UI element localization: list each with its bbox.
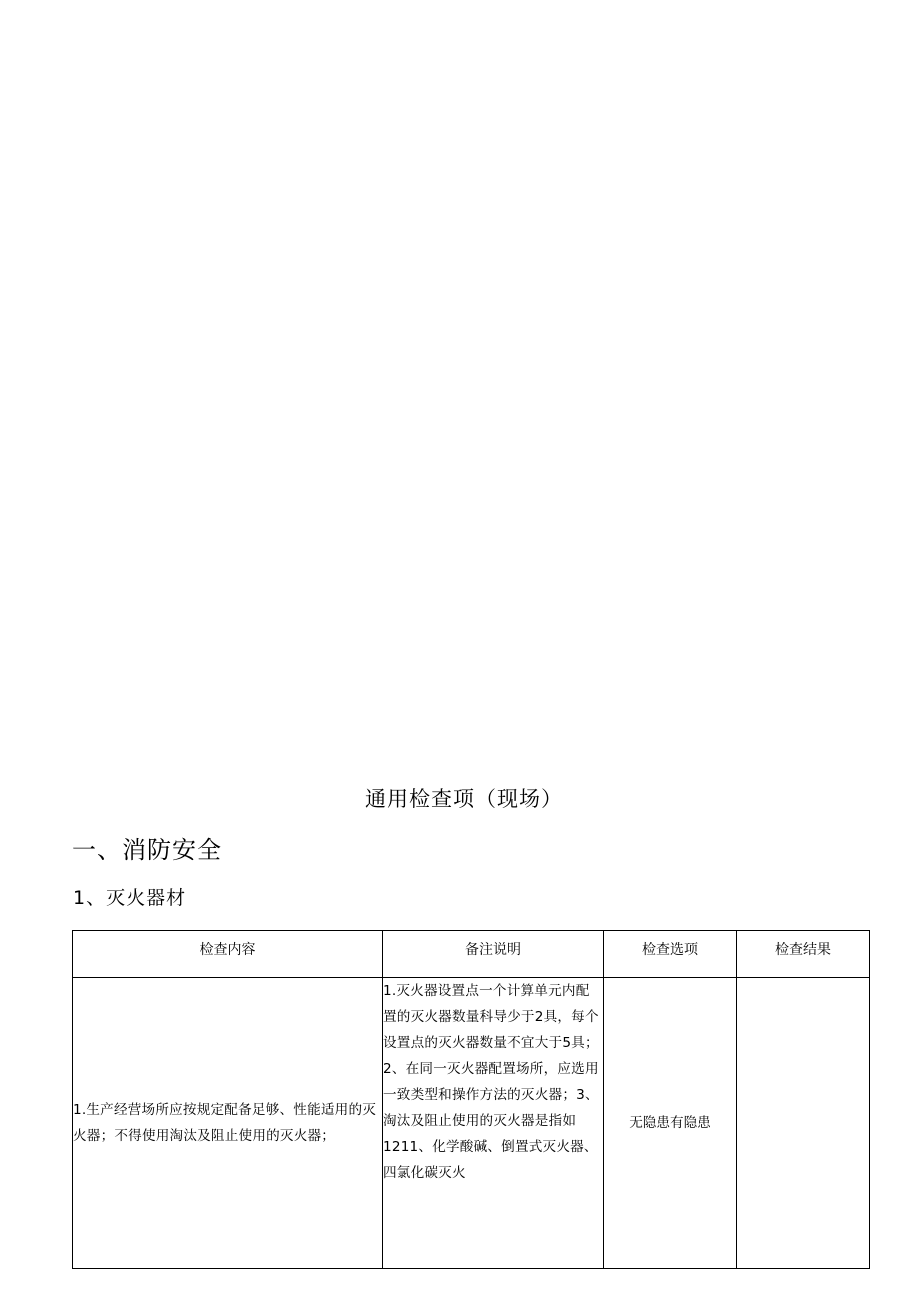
cell-check-result[interactable] bbox=[737, 978, 870, 1269]
header-check-result: 检查结果 bbox=[737, 931, 870, 978]
header-check-option: 检查选项 bbox=[604, 931, 737, 978]
document-title: 通用检查项（现场） bbox=[365, 787, 563, 811]
section-heading: 一、消防安全 bbox=[72, 836, 222, 864]
sub-heading: 1、灭火器材 bbox=[73, 887, 187, 909]
table-header-row bbox=[73, 931, 870, 978]
header-check-content: 检查内容 bbox=[73, 931, 383, 978]
header-remarks: 备注说明 bbox=[383, 931, 604, 978]
inspection-table bbox=[72, 930, 870, 1269]
cell-remarks: 1.灭火器设置点一个计算单元内配置的灭火器数量科导少于2具，每个设置点的灭火器数量不宜大于5具；2、在同一灭火器配置场所，应选用一致类型和操作方法的灭火器；3、淘汰及阻止使用的灭火器是指如1211、化学酸碱、倒置式灭火器、四氯化碳灭火 bbox=[383, 978, 604, 1269]
cell-check-option[interactable]: 无隐患有隐患 bbox=[604, 978, 737, 1269]
cell-check-content: 1.生产经营场所应按规定配备足够、性能适用的灭火器；不得使用淘汰及阻止使用的灭火器； bbox=[73, 978, 383, 1269]
table-row bbox=[73, 978, 870, 1269]
